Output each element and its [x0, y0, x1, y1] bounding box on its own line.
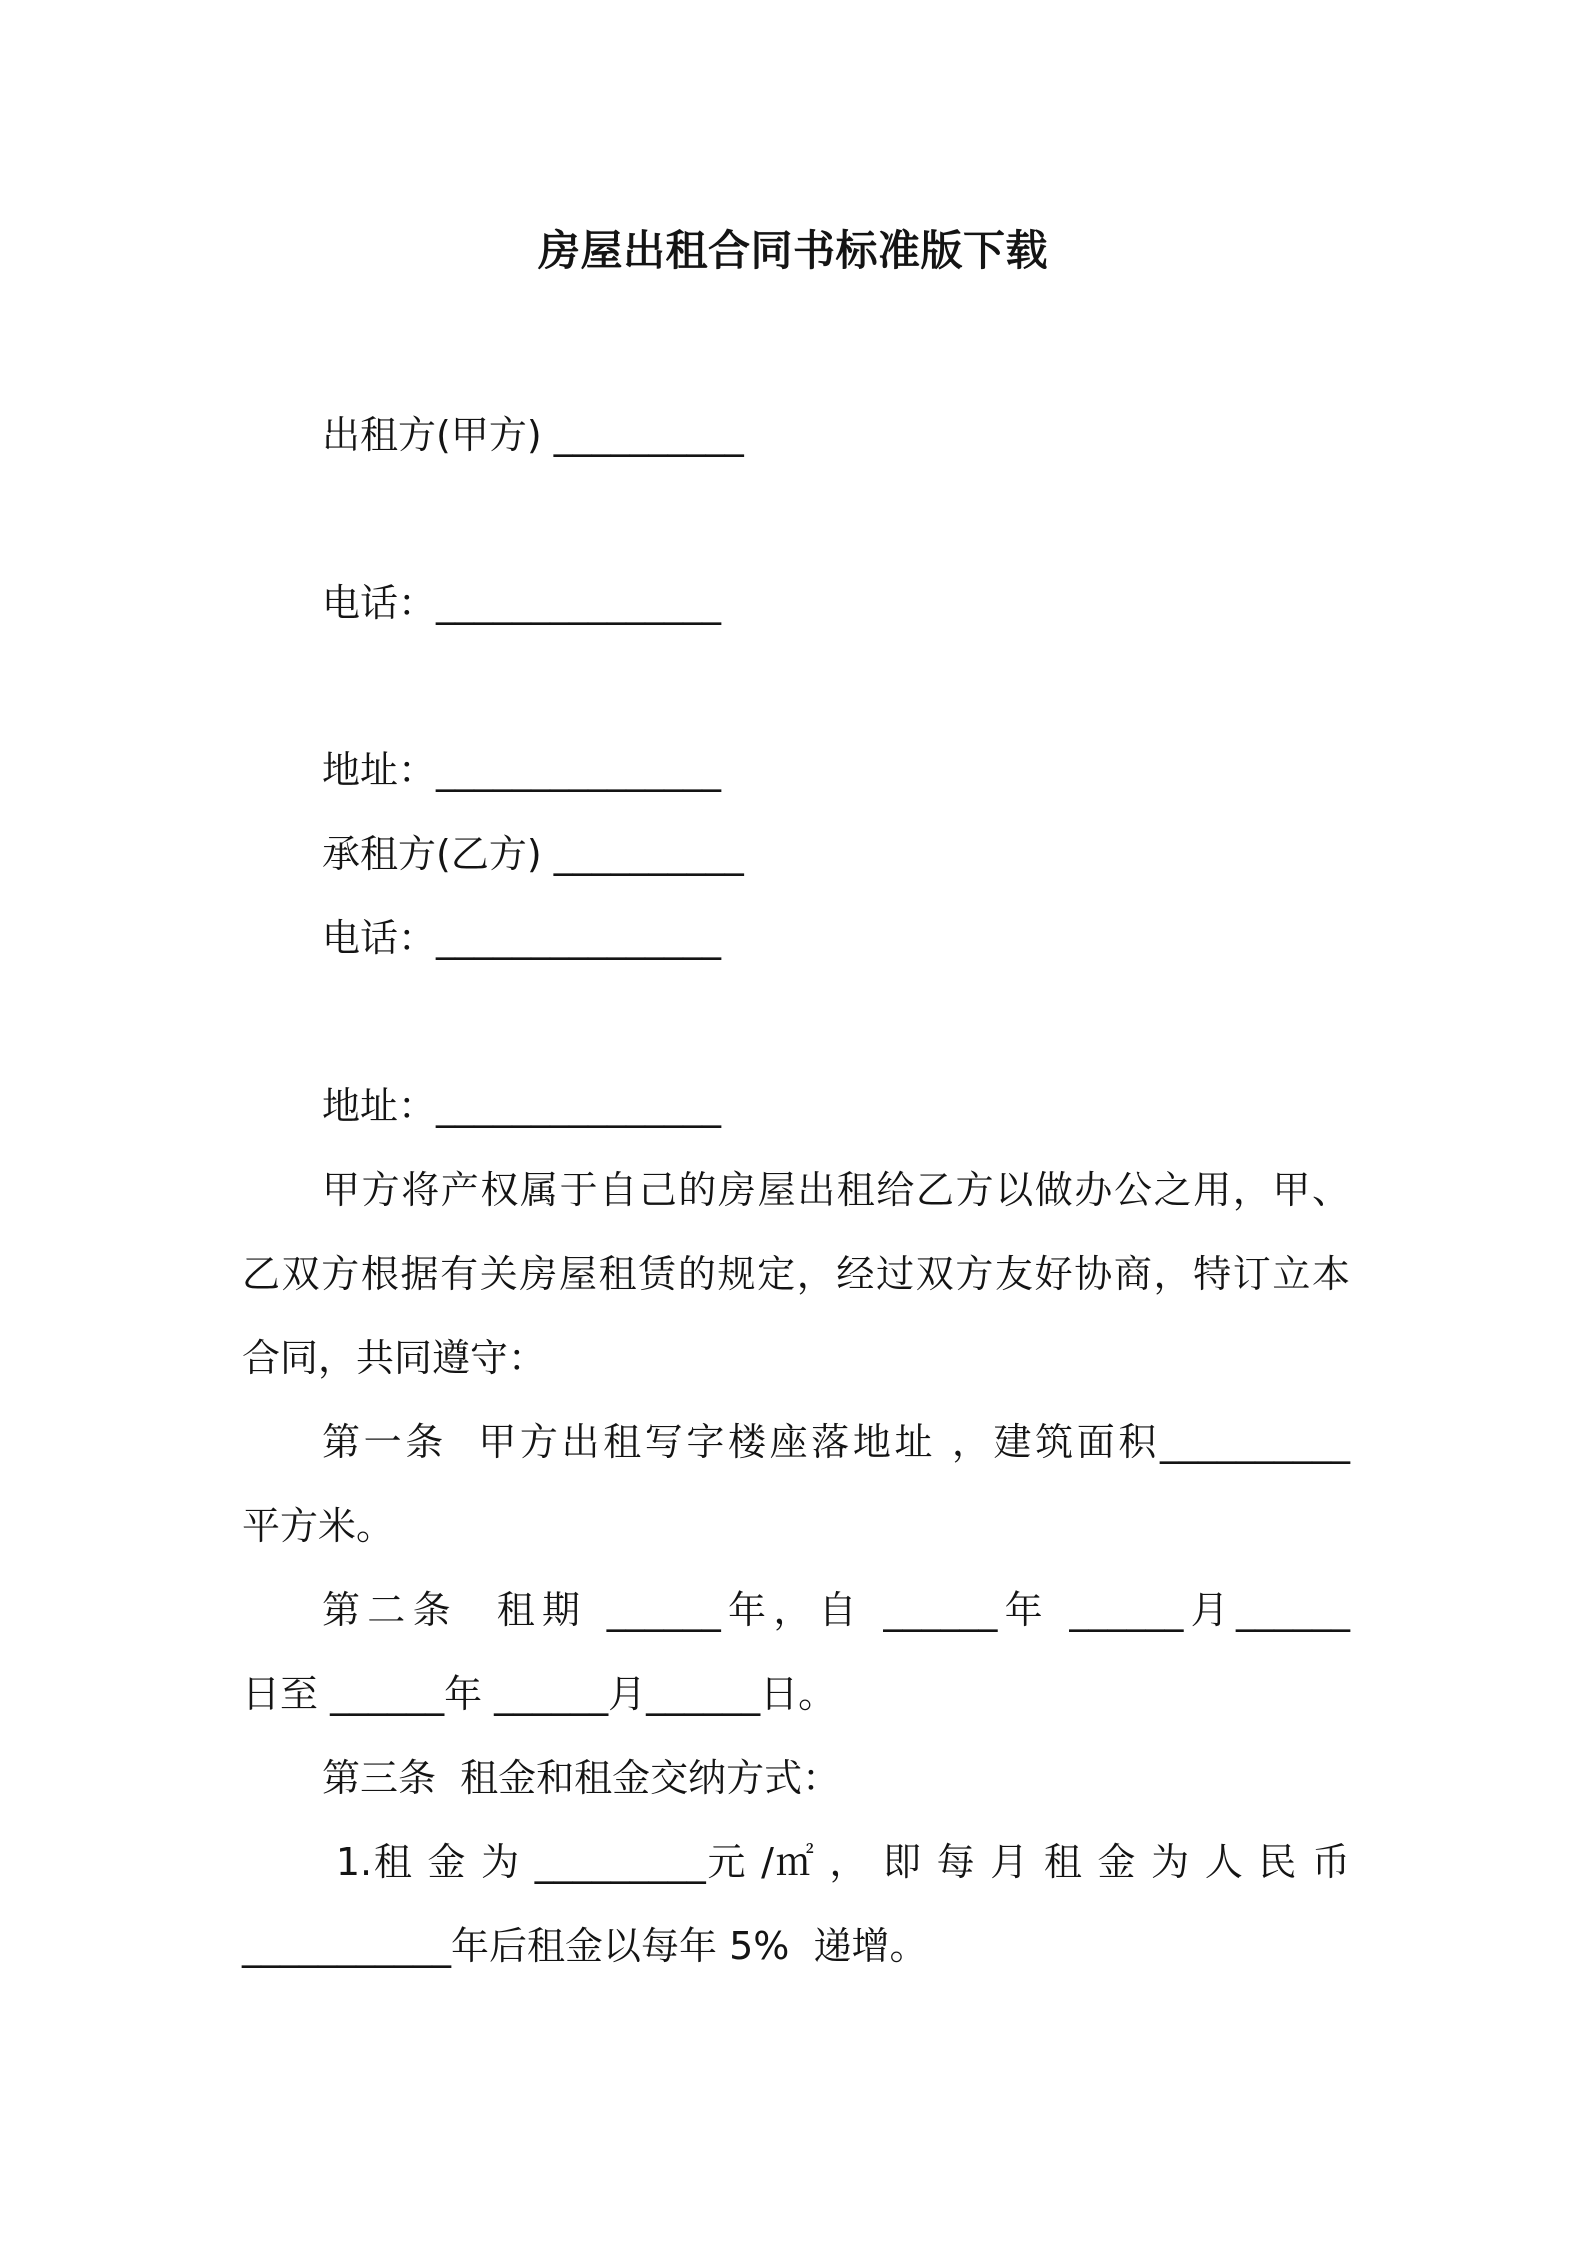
intro-paragraph-line: 合同，共同遵守： — [242, 1336, 547, 1380]
article-3-rent-line: ___________年后租金以每年 5% 递增。 — [242, 1924, 928, 1968]
article-1-line: 平方米。 — [242, 1504, 395, 1548]
lessee-phone-line: 电话：_______________ — [322, 916, 722, 960]
lessee-address-line: 地址：_______________ — [322, 1084, 722, 1128]
lessor-name-line: 出租方(甲方) __________ — [322, 413, 744, 457]
article-1-line: 第一条 甲方出租写字楼座落地址 ，建筑面积__________ — [322, 1420, 1350, 1464]
article-3-heading: 第三条 租金和租金交纳方式： — [322, 1756, 841, 1800]
lessor-address-line: 地址：_______________ — [322, 748, 722, 792]
lessee-name-line: 承租方(乙方) __________ — [322, 832, 744, 876]
intro-paragraph-line: 甲方将产权属于自己的房屋出租给乙方以做办公之用，甲、 — [322, 1168, 1350, 1212]
article-2-line: 第二条 租期 ______年，自 ______年 ______月______ — [322, 1588, 1350, 1632]
article-3-rent-line: 1.租 金 为 _________元 /㎡ ， 即 每 月 租 金 为 人 民 币 — [322, 1840, 1350, 1884]
document-title: 房屋出租合同书标准版下载 — [537, 226, 1048, 275]
article-2-line: 日至 ______年 ______月______日。 — [242, 1672, 837, 1716]
intro-paragraph-line: 乙双方根据有关房屋租赁的规定，经过双方友好协商，特订立本 — [242, 1252, 1350, 1296]
lessor-phone-line: 电话：_______________ — [322, 581, 722, 625]
